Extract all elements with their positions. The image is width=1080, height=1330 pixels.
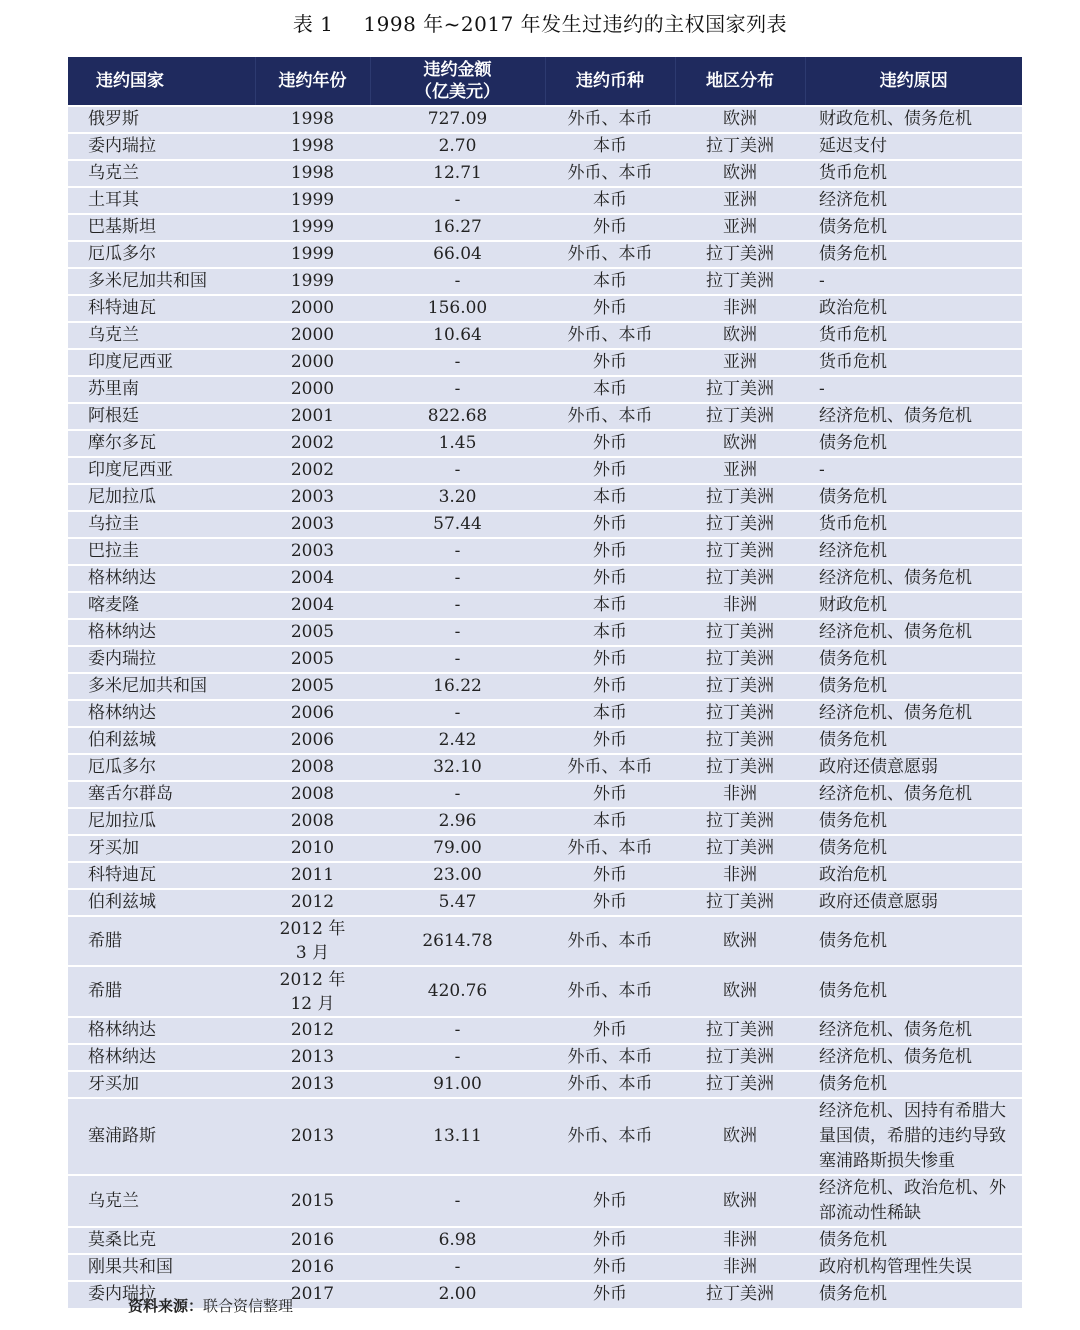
cell-amount: 822.68 [370, 403, 545, 430]
cell-currency: 外币 [545, 781, 675, 808]
cell-region: 拉丁美洲 [675, 484, 805, 511]
cell-reason: 政治危机 [805, 295, 1022, 322]
cell-region: 欧洲 [675, 966, 805, 1017]
cell-amount: - [370, 646, 545, 673]
cell-year: 1999 [255, 241, 370, 268]
cell-amount: 420.76 [370, 966, 545, 1017]
header-year: 违约年份 [255, 57, 370, 106]
cell-region: 欧洲 [675, 1098, 805, 1175]
cell-reason: 债务危机 [805, 966, 1022, 1017]
cell-region: 非洲 [675, 295, 805, 322]
cell-year: 2000 [255, 376, 370, 403]
cell-currency: 外币 [545, 295, 675, 322]
cell-amount: - [370, 457, 545, 484]
cell-amount: 156.00 [370, 295, 545, 322]
cell-region: 拉丁美洲 [675, 727, 805, 754]
cell-region: 欧洲 [675, 106, 805, 133]
cell-amount: - [370, 1254, 545, 1281]
cell-amount: - [370, 1044, 545, 1071]
cell-region: 拉丁美洲 [675, 889, 805, 916]
cell-amount: 2.42 [370, 727, 545, 754]
cell-currency: 外币 [545, 1227, 675, 1254]
table-row [68, 1017, 1022, 1044]
table-header-row [68, 57, 1022, 106]
cell-amount: - [370, 1175, 545, 1227]
table-row [68, 1227, 1022, 1254]
cell-country: 印度尼西亚 [68, 457, 255, 484]
table-row [68, 916, 1022, 966]
cell-currency: 外币、本币 [545, 322, 675, 349]
cell-country: 多米尼加共和国 [68, 673, 255, 700]
cell-year: 2010 [255, 835, 370, 862]
cell-amount: 1.45 [370, 430, 545, 457]
cell-currency: 外币 [545, 214, 675, 241]
table-row [68, 1044, 1022, 1071]
cell-reason: 经济危机、政治危机、外部流动性稀缺 [805, 1175, 1022, 1227]
cell-year: 2004 [255, 592, 370, 619]
header-country: 违约国家 [68, 57, 255, 106]
cell-reason: 债务危机 [805, 1227, 1022, 1254]
cell-reason: 债务危机 [805, 673, 1022, 700]
cell-year: 2017 [255, 1281, 370, 1308]
cell-year: 1998 [255, 133, 370, 160]
cell-country: 格林纳达 [68, 619, 255, 646]
table-row [68, 700, 1022, 727]
cell-region: 欧洲 [675, 916, 805, 966]
cell-country: 伯利兹城 [68, 727, 255, 754]
table-row [68, 241, 1022, 268]
table-row [68, 349, 1022, 376]
table-row [68, 1254, 1022, 1281]
cell-reason: 债务危机 [805, 1281, 1022, 1308]
cell-currency: 外币、本币 [545, 1044, 675, 1071]
cell-reason: 经济危机、因持有希腊大量国债，希腊的违约导致塞浦路斯损失惨重 [805, 1098, 1022, 1175]
table-row [68, 268, 1022, 295]
cell-year: 2008 [255, 754, 370, 781]
cell-reason: 经济危机、债务危机 [805, 1017, 1022, 1044]
cell-region: 拉丁美洲 [675, 1071, 805, 1098]
cell-currency: 外币 [545, 1281, 675, 1308]
cell-amount: 6.98 [370, 1227, 545, 1254]
cell-region: 拉丁美洲 [675, 538, 805, 565]
cell-reason: 债务危机 [805, 808, 1022, 835]
cell-region: 拉丁美洲 [675, 700, 805, 727]
cell-currency: 外币、本币 [545, 160, 675, 187]
cell-country: 乌克兰 [68, 322, 255, 349]
cell-country: 刚果共和国 [68, 1254, 255, 1281]
cell-year: 2012 [255, 1017, 370, 1044]
header-currency: 违约币种 [545, 57, 675, 106]
cell-region: 非洲 [675, 781, 805, 808]
table-row [68, 966, 1022, 1017]
cell-reason: 债务危机 [805, 727, 1022, 754]
cell-currency: 外币 [545, 349, 675, 376]
cell-country: 委内瑞拉 [68, 1281, 255, 1308]
cell-country: 科特迪瓦 [68, 862, 255, 889]
cell-currency: 外币 [545, 538, 675, 565]
cell-year: 2013 [255, 1044, 370, 1071]
cell-year: 2005 [255, 646, 370, 673]
cell-country: 阿根廷 [68, 403, 255, 430]
cell-region: 欧洲 [675, 160, 805, 187]
cell-reason: 债务危机 [805, 1071, 1022, 1098]
table-row [68, 133, 1022, 160]
cell-country: 巴基斯坦 [68, 214, 255, 241]
cell-region: 拉丁美洲 [675, 403, 805, 430]
cell-region: 拉丁美洲 [675, 754, 805, 781]
table-row [68, 808, 1022, 835]
cell-country: 塞舌尔群岛 [68, 781, 255, 808]
cell-reason: 货币危机 [805, 349, 1022, 376]
cell-reason: 经济危机 [805, 538, 1022, 565]
cell-currency: 外币 [545, 457, 675, 484]
cell-currency: 外币 [545, 1175, 675, 1227]
cell-reason: 政府还债意愿弱 [805, 889, 1022, 916]
cell-country: 格林纳达 [68, 565, 255, 592]
header-amount: 违约金额 （亿美元） [370, 57, 545, 106]
table-caption: 1998 年~2017 年发生过违约的主权国家列表 [363, 12, 788, 36]
cell-year: 2016 [255, 1254, 370, 1281]
table-row [68, 106, 1022, 133]
table-row [68, 160, 1022, 187]
cell-currency: 本币 [545, 619, 675, 646]
cell-reason: 债务危机 [805, 484, 1022, 511]
cell-currency: 外币 [545, 565, 675, 592]
table-row [68, 187, 1022, 214]
cell-country: 格林纳达 [68, 1044, 255, 1071]
cell-amount: 5.47 [370, 889, 545, 916]
cell-year: 2002 [255, 457, 370, 484]
cell-country: 印度尼西亚 [68, 349, 255, 376]
cell-reason: 财政危机、债务危机 [805, 106, 1022, 133]
cell-country: 科特迪瓦 [68, 295, 255, 322]
cell-amount: - [370, 268, 545, 295]
table-row [68, 619, 1022, 646]
cell-country: 摩尔多瓦 [68, 430, 255, 457]
cell-country: 希腊 [68, 966, 255, 1017]
cell-region: 欧洲 [675, 430, 805, 457]
cell-reason: - [805, 376, 1022, 403]
cell-reason: - [805, 268, 1022, 295]
cell-country: 厄瓜多尔 [68, 754, 255, 781]
cell-country: 乌克兰 [68, 1175, 255, 1227]
cell-currency: 本币 [545, 700, 675, 727]
cell-year: 1998 [255, 106, 370, 133]
cell-country: 希腊 [68, 916, 255, 966]
cell-currency: 本币 [545, 268, 675, 295]
cell-country: 乌拉圭 [68, 511, 255, 538]
header-reason: 违约原因 [805, 57, 1022, 106]
cell-region: 亚洲 [675, 187, 805, 214]
cell-region: 亚洲 [675, 349, 805, 376]
table-row [68, 376, 1022, 403]
cell-amount: 66.04 [370, 241, 545, 268]
cell-country: 厄瓜多尔 [68, 241, 255, 268]
cell-reason: 货币危机 [805, 160, 1022, 187]
cell-country: 委内瑞拉 [68, 133, 255, 160]
cell-region: 欧洲 [675, 322, 805, 349]
cell-reason: 债务危机 [805, 835, 1022, 862]
cell-currency: 外币 [545, 1254, 675, 1281]
cell-amount: - [370, 781, 545, 808]
cell-country: 格林纳达 [68, 700, 255, 727]
cell-reason: 经济危机、债务危机 [805, 1044, 1022, 1071]
cell-amount: 2.96 [370, 808, 545, 835]
table-row [68, 862, 1022, 889]
cell-currency: 外币、本币 [545, 916, 675, 966]
cell-amount: 16.27 [370, 214, 545, 241]
cell-currency: 本币 [545, 133, 675, 160]
cell-amount: - [370, 538, 545, 565]
cell-currency: 外币、本币 [545, 403, 675, 430]
table-row [68, 403, 1022, 430]
cell-currency: 外币 [545, 862, 675, 889]
cell-year: 2006 [255, 700, 370, 727]
table-row [68, 322, 1022, 349]
cell-region: 非洲 [675, 592, 805, 619]
table-row [68, 1175, 1022, 1227]
cell-region: 拉丁美洲 [675, 646, 805, 673]
table-row [68, 511, 1022, 538]
cell-year: 2012 年 3 月 [255, 916, 370, 966]
cell-currency: 外币 [545, 430, 675, 457]
cell-country: 俄罗斯 [68, 106, 255, 133]
cell-region: 拉丁美洲 [675, 835, 805, 862]
table-row [68, 889, 1022, 916]
cell-currency: 外币、本币 [545, 241, 675, 268]
cell-amount: 13.11 [370, 1098, 545, 1175]
cell-amount: - [370, 1017, 545, 1044]
source-note [128, 1295, 293, 1316]
cell-currency: 本币 [545, 592, 675, 619]
table-title [0, 8, 1080, 37]
cell-year: 2003 [255, 538, 370, 565]
cell-year: 2012 年 12 月 [255, 966, 370, 1017]
cell-amount: - [370, 187, 545, 214]
table-row [68, 727, 1022, 754]
cell-year: 2000 [255, 349, 370, 376]
table-row [68, 781, 1022, 808]
cell-reason: 债务危机 [805, 241, 1022, 268]
cell-region: 拉丁美洲 [675, 133, 805, 160]
cell-year: 2015 [255, 1175, 370, 1227]
table-row [68, 835, 1022, 862]
table-row [68, 754, 1022, 781]
cell-amount: 12.71 [370, 160, 545, 187]
cell-amount: - [370, 592, 545, 619]
cell-currency: 本币 [545, 808, 675, 835]
cell-amount: 2.70 [370, 133, 545, 160]
cell-year: 2013 [255, 1071, 370, 1098]
cell-currency: 外币、本币 [545, 1098, 675, 1175]
cell-country: 莫桑比克 [68, 1227, 255, 1254]
cell-amount: - [370, 376, 545, 403]
cell-region: 拉丁美洲 [675, 268, 805, 295]
table-row [68, 430, 1022, 457]
cell-country: 尼加拉瓜 [68, 808, 255, 835]
cell-currency: 外币、本币 [545, 966, 675, 1017]
cell-year: 2000 [255, 322, 370, 349]
cell-country: 土耳其 [68, 187, 255, 214]
cell-amount: - [370, 700, 545, 727]
cell-reason: 经济危机、债务危机 [805, 619, 1022, 646]
cell-amount: 10.64 [370, 322, 545, 349]
cell-country: 苏里南 [68, 376, 255, 403]
table-row [68, 295, 1022, 322]
cell-year: 1999 [255, 187, 370, 214]
cell-year: 1998 [255, 160, 370, 187]
cell-amount: - [370, 619, 545, 646]
cell-currency: 本币 [545, 187, 675, 214]
cell-currency: 外币、本币 [545, 754, 675, 781]
cell-region: 拉丁美洲 [675, 376, 805, 403]
cell-year: 2016 [255, 1227, 370, 1254]
source-text: 联合资信整理 [203, 1297, 294, 1315]
cell-currency: 外币 [545, 889, 675, 916]
cell-amount: 57.44 [370, 511, 545, 538]
table-row [68, 538, 1022, 565]
table-row [68, 1098, 1022, 1175]
cell-country: 委内瑞拉 [68, 646, 255, 673]
cell-reason: 经济危机、债务危机 [805, 700, 1022, 727]
cell-year: 2011 [255, 862, 370, 889]
cell-reason: 经济危机、债务危机 [805, 565, 1022, 592]
cell-year: 2003 [255, 511, 370, 538]
cell-amount: 16.22 [370, 673, 545, 700]
table-row [68, 214, 1022, 241]
cell-reason: 经济危机 [805, 187, 1022, 214]
cell-amount: 727.09 [370, 106, 545, 133]
cell-country: 巴拉圭 [68, 538, 255, 565]
cell-amount: 79.00 [370, 835, 545, 862]
cell-country: 牙买加 [68, 1071, 255, 1098]
table-row [68, 646, 1022, 673]
cell-currency: 外币 [545, 727, 675, 754]
cell-reason: 财政危机 [805, 592, 1022, 619]
cell-amount: - [370, 349, 545, 376]
cell-region: 非洲 [675, 1227, 805, 1254]
cell-country: 多米尼加共和国 [68, 268, 255, 295]
cell-region: 亚洲 [675, 214, 805, 241]
table-row [68, 484, 1022, 511]
cell-region: 非洲 [675, 1254, 805, 1281]
cell-region: 拉丁美洲 [675, 511, 805, 538]
cell-region: 拉丁美洲 [675, 1017, 805, 1044]
cell-country: 格林纳达 [68, 1017, 255, 1044]
cell-year: 1999 [255, 214, 370, 241]
cell-reason: 债务危机 [805, 646, 1022, 673]
table-row [68, 565, 1022, 592]
cell-reason: 经济危机、债务危机 [805, 781, 1022, 808]
cell-country: 喀麦隆 [68, 592, 255, 619]
cell-year: 2005 [255, 619, 370, 646]
cell-currency: 外币 [545, 673, 675, 700]
cell-reason: 债务危机 [805, 916, 1022, 966]
table-row [68, 673, 1022, 700]
cell-reason: - [805, 457, 1022, 484]
cell-region: 拉丁美洲 [675, 565, 805, 592]
cell-region: 欧洲 [675, 1175, 805, 1227]
cell-year: 2001 [255, 403, 370, 430]
cell-amount: 32.10 [370, 754, 545, 781]
cell-amount: - [370, 565, 545, 592]
cell-currency: 本币 [545, 484, 675, 511]
cell-region: 拉丁美洲 [675, 619, 805, 646]
table-row [68, 1071, 1022, 1098]
cell-country: 乌克兰 [68, 160, 255, 187]
cell-amount: 3.20 [370, 484, 545, 511]
cell-currency: 外币 [545, 646, 675, 673]
cell-currency: 外币、本币 [545, 106, 675, 133]
cell-region: 拉丁美洲 [675, 241, 805, 268]
cell-currency: 外币、本币 [545, 835, 675, 862]
cell-region: 拉丁美洲 [675, 673, 805, 700]
cell-year: 2000 [255, 295, 370, 322]
cell-year: 2003 [255, 484, 370, 511]
table-number: 表 1 [292, 12, 334, 36]
cell-country: 尼加拉瓜 [68, 484, 255, 511]
cell-region: 拉丁美洲 [675, 808, 805, 835]
cell-year: 2008 [255, 781, 370, 808]
cell-reason: 货币危机 [805, 511, 1022, 538]
cell-country: 牙买加 [68, 835, 255, 862]
cell-amount: 2.00 [370, 1281, 545, 1308]
cell-reason: 政府机构管理性失误 [805, 1254, 1022, 1281]
cell-reason: 政府还债意愿弱 [805, 754, 1022, 781]
cell-region: 亚洲 [675, 457, 805, 484]
cell-reason: 政治危机 [805, 862, 1022, 889]
cell-year: 2005 [255, 673, 370, 700]
cell-year: 2012 [255, 889, 370, 916]
cell-country: 伯利兹城 [68, 889, 255, 916]
cell-year: 2006 [255, 727, 370, 754]
table-row [68, 592, 1022, 619]
cell-year: 1999 [255, 268, 370, 295]
cell-country: 塞浦路斯 [68, 1098, 255, 1175]
cell-reason: 货币危机 [805, 322, 1022, 349]
cell-amount: 91.00 [370, 1071, 545, 1098]
cell-currency: 本币 [545, 376, 675, 403]
cell-region: 非洲 [675, 862, 805, 889]
cell-year: 2013 [255, 1098, 370, 1175]
cell-currency: 外币、本币 [545, 1071, 675, 1098]
header-region: 地区分布 [675, 57, 805, 106]
cell-reason: 经济危机、债务危机 [805, 403, 1022, 430]
sovereign-default-table [68, 57, 1022, 1308]
cell-year: 2004 [255, 565, 370, 592]
cell-region: 拉丁美洲 [675, 1281, 805, 1308]
cell-reason: 债务危机 [805, 430, 1022, 457]
source-label: 资料来源： [128, 1297, 204, 1315]
cell-amount: 2614.78 [370, 916, 545, 966]
cell-currency: 外币 [545, 511, 675, 538]
cell-year: 2008 [255, 808, 370, 835]
cell-amount: 23.00 [370, 862, 545, 889]
cell-region: 拉丁美洲 [675, 1044, 805, 1071]
table-row [68, 457, 1022, 484]
cell-reason: 延迟支付 [805, 133, 1022, 160]
cell-currency: 外币 [545, 1017, 675, 1044]
cell-reason: 债务危机 [805, 214, 1022, 241]
cell-year: 2002 [255, 430, 370, 457]
